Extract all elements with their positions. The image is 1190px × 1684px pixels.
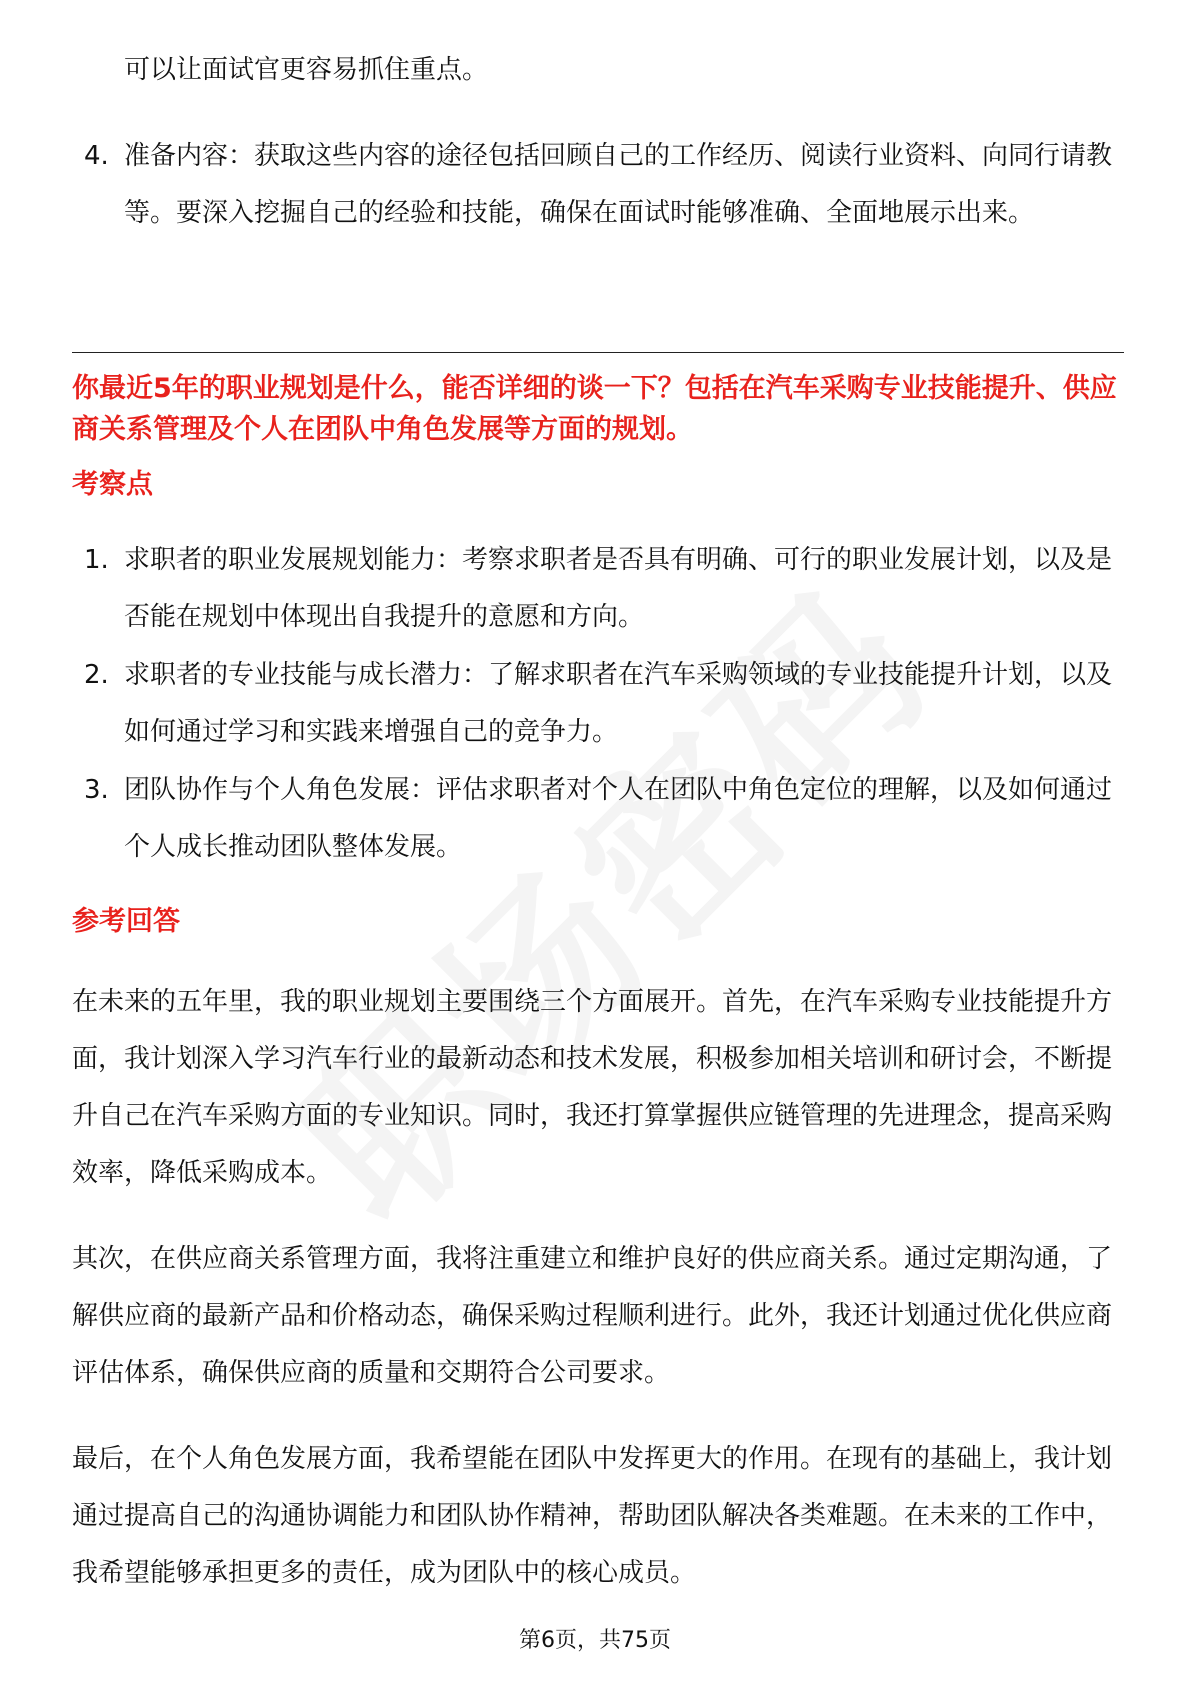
answer-heading: 参考回答	[72, 906, 180, 937]
continuation-text: 可以让面试官更容易抓住重点。	[124, 55, 489, 85]
list-item-text: 准备内容：获取这些内容的途径包括回顾自己的工作经历、阅读行业资料、向同行请教等。要深入挖掘自己的经验和技能，确保在面试时能够准确、全面地展示出来。	[124, 141, 1113, 228]
list-item-number: 4.	[84, 141, 109, 171]
assess-heading: 考察点	[72, 469, 153, 500]
assess-list	[72, 532, 1124, 877]
list-item-number: 3.	[84, 775, 109, 805]
list-item-number: 1.	[84, 545, 109, 575]
list-item-number: 2.	[84, 660, 109, 690]
page-number: 第6页，共75页	[519, 1628, 671, 1653]
list-item	[72, 532, 1124, 646]
answer-paragraph: 最后，在个人角色发展方面，我希望能在团队中发挥更大的作用。在现有的基础上，我计划通过提高自己的沟通协调能力和团队协作精神，帮助团队解决各类难题。在未来的工作中，我希望能够承担更多的责任，成为团队中的核心成员。	[72, 1444, 1113, 1588]
list-item	[72, 762, 1124, 876]
answer-paragraph: 在未来的五年里，我的职业规划主要围绕三个方面展开。首先，在汽车采购专业技能提升方面，我计划深入学习汽车行业的最新动态和技术发展，积极参加相关培训和研讨会，不断提升自己在汽车采购方面的专业知识。同时，我还打算掌握供应链管理的先进理念，提高采购效率，降低采购成本。	[72, 987, 1113, 1188]
list-item-text: 团队协作与个人角色发展：评估求职者对个人在团队中角色定位的理解，以及如何通过个人成长推动团队整体发展。	[124, 775, 1113, 862]
answer-paragraph: 其次，在供应商关系管理方面，我将注重建立和维护良好的供应商关系。通过定期沟通，了解供应商的最新产品和价格动态，确保采购过程顺利进行。此外，我还计划通过优化供应商评估体系，确保供应商的质量和交期符合公司要求。	[72, 1244, 1113, 1388]
list-item-text: 求职者的职业发展规划能力：考察求职者是否具有明确、可行的职业发展计划，以及是否能在规划中体现出自我提升的意愿和方向。	[124, 545, 1113, 632]
top-list	[72, 128, 1124, 242]
interview-question: 你最近5年的职业规划是什么，能否详细的谈一下？包括在汽车采购专业技能提升、供应商关系管理及个人在团队中角色发展等方面的规划。	[72, 373, 1117, 445]
section-divider	[72, 352, 1124, 353]
list-item-text: 求职者的专业技能与成长潜力：了解求职者在汽车采购领域的专业技能提升计划，以及如何通过学习和实践来增强自己的竞争力。	[124, 660, 1113, 747]
list-item	[72, 128, 1124, 242]
list-item	[72, 647, 1124, 761]
